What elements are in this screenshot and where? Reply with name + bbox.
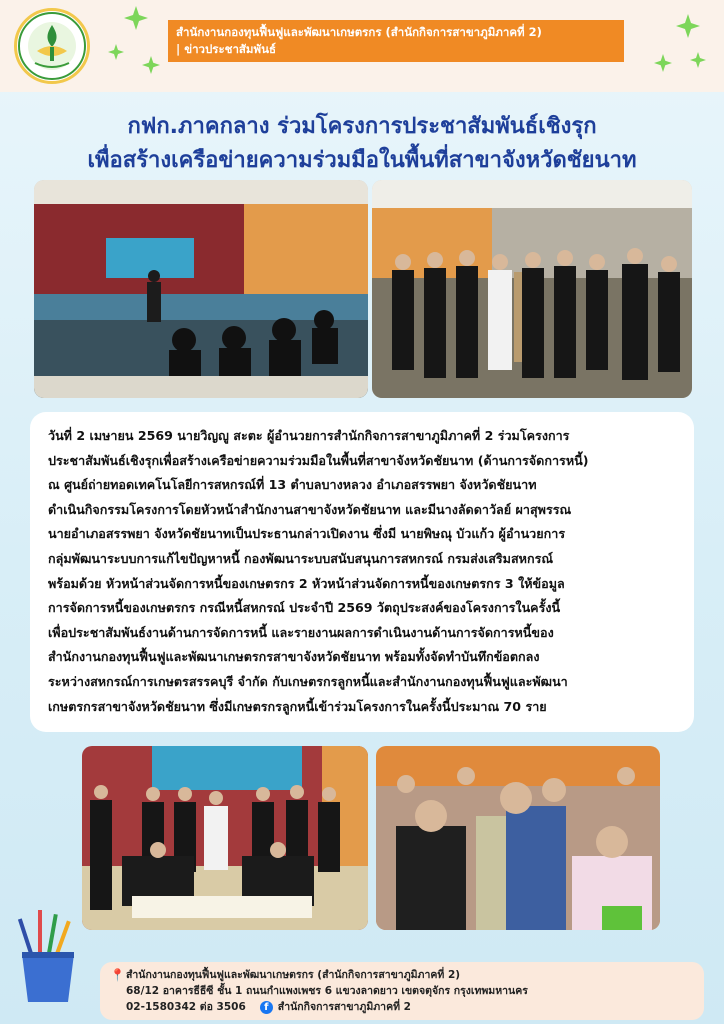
news-line: กลุ่มพัฒนาระบบการแก้ไขปัญหาหนี้ กองพัฒนาระบบสนับสนุนการสหกรณ์ กรมส่งเสริมสหกรณ์ [48,550,554,566]
decor-star-icon [654,54,672,72]
news-line: ระหว่างสหกรณ์การเกษตรสรรคบุรี จำกัด กับเกษตรกรลูกหนี้และสำนักงานกองทุนฟื้นฟูและพัฒนา [48,673,568,689]
news-line: สำนักงานกองทุนฟื้นฟูและพัฒนาเกษตรกรสาขาจังหวัดชัยนาท พร้อมทั้งจัดทำบันทึกข้อตกลง [48,649,540,665]
footer-address: 68/12 อาคารธีธีซี ชั้น 1 ถนนกำแพงเพชร 6 แขวงลาดยาว เขตจตุจักร กรุงเทพมหานคร [126,985,528,997]
pen-cup-icon [16,902,80,1006]
news-line: นายอำเภอสรรพยา จังหวัดชัยนาทเป็นประธานกล่าวเปิดงาน ซึ่งมี นายพิษณุ บัวแก้ว ผู้อำนวยการ [48,526,566,542]
org-logo [14,8,90,84]
footer-phone: 02-1580342 ต่อ 3506 [126,1001,246,1013]
news-line: วันที่ 2 เมษายน 2569 นายวิญญู สะตะ ผู้อำนวยการสำนักกิจการสาขาภูมิภาคที่ 2 ร่วมโครงการ [48,428,570,443]
decor-star-icon [142,56,160,74]
contact-footer [100,962,704,1020]
news-line: ณ ศูนย์ถ่ายทอดเทคโนโลยีการสหกรณ์ที่ 13 ตำบลบางหลวง อำเภอสรรพยา จังหวัดชัยนาท [48,477,537,493]
footer-facebook[interactable]: สำนักกิจการสาขาภูมิภาคที่ 2 [277,1001,411,1013]
location-pin-icon: 📍 [110,968,125,982]
decor-star-icon [676,14,700,38]
news-line: การจัดการหนี้ของเกษตรกร กรณีหนี้สหกรณ์ ประจำปี 2569 วัตถุประสงค์ของโครงการในครั้งนี้ [48,600,561,616]
news-body [30,412,694,732]
photo-mou-signing [82,746,368,930]
decor-star-icon [690,52,706,68]
header-line-1: สำนักงานกองทุนฟื้นฟูและพัฒนาเกษตรกร (สำนักกิจการสาขาภูมิภาคที่ 2) [176,25,542,39]
decor-star-icon [108,44,124,60]
news-line: ประชาสัมพันธ์เชิงรุกเพื่อสร้างเครือข่ายความร่วมมือในพื้นที่สาขาจังหวัดชัยนาท (ด้านการจัดการหนี้) [48,452,589,468]
decor-star-icon [124,6,148,30]
news-line: เพื่อประชาสัมพันธ์งานด้านการจัดการหนี้ และรายงานผลการดำเนินงานด้านการจัดการหนี้ของ [48,624,554,640]
footer-contact-row [110,999,694,1015]
header-line-2: | ข่าวประชาสัมพันธ์ [176,42,276,56]
news-line: เกษตรกรสาขาจังหวัดชัยนาท ซึ่งมีเกษตรกรลูกหนี้เข้าร่วมโครงการในครั้งนี้ประมาณ 70 ราย [48,698,547,714]
footer-address-row [110,983,694,999]
org-logo-graphic [17,11,87,81]
footer-org: สำนักงานกองทุนฟื้นฟูและพัฒนาเกษตรกร (สำนักกิจการสาขาภูมิภาคที่ 2) [126,969,461,981]
title-line-2: เพื่อสร้างเครือข่ายความร่วมมือในพื้นที่สาขาจังหวัดชัยนาท [87,148,637,173]
news-line: ดำเนินกิจกรรมโครงการโดยหัวหน้าสำนักงานสาขาจังหวัดชัยนาท และมีนางลัดดาวัลย์ ผาสุพรรณ [48,501,572,517]
news-line: พร้อมด้วย หัวหน้าส่วนจัดการหนี้ของเกษตรกร 2 หัวหน้าส่วนจัดการหนี้ของเกษตรกร 3 ให้ข้อมูล [48,575,565,591]
photo-group [372,180,692,398]
photo-meeting-room [34,180,368,398]
header-banner [168,20,624,62]
footer-org-row [110,967,694,983]
facebook-icon: f [260,1001,273,1014]
title-line-1: กฟก.ภาคกลาง ร่วมโครงการประชาสัมพันธ์เชิงรุก [127,114,597,139]
photo-audience [376,746,660,930]
